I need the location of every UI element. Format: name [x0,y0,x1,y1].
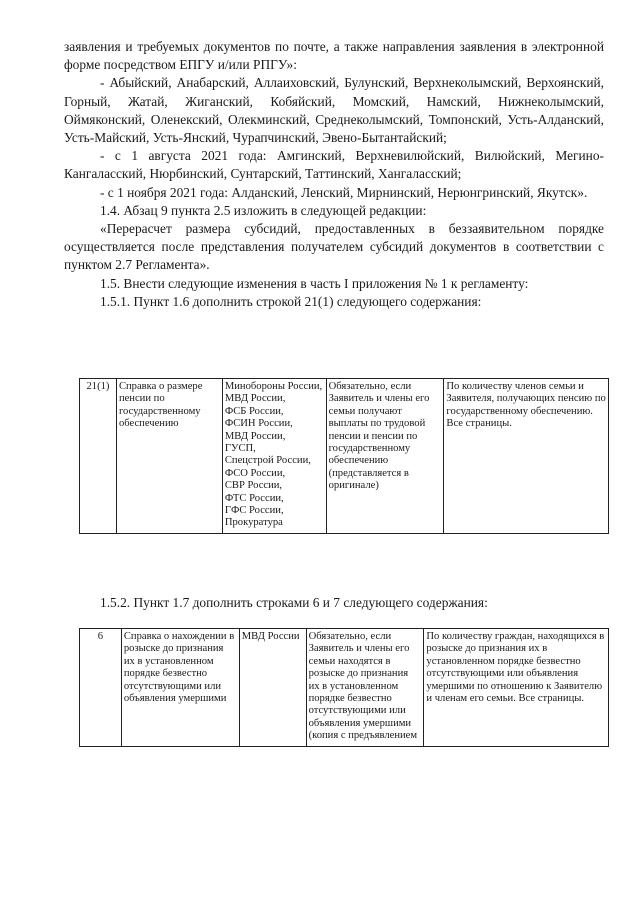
paragraph-item-1-5-2: 1.5.2. Пункт 1.7 дополнить строками 6 и 7 следующего содержания: [100,595,488,610]
row-number: 21(1) [80,379,117,534]
paragraph-item-1-4: 1.4. Абзац 9 пункта 2.5 изложить в следующей редакции: [100,202,427,218]
paragraph-continuation: заявления и требуемых документов по почте, а также направления заявления в электронной форме посредством ЕПГУ и/или РПГУ»: [64,39,604,73]
body-text-top [64,38,604,311]
body-text-middle [100,594,600,612]
issuing-authorities-cell: Минобороны России, МВД России, ФСБ России, ФСИН России, МВД России, ГУСП, Спецстрой России, ФСО России, СВР России, ФТС России, ГФС России, Прокуратура [222,379,326,534]
paragraph-quote-recalculation: «Перерасчет размера субсидий, предоставленных в беззаявительном порядке осуществляется после представления получателем субсидий документов в соответствии с пунктом 2.7 Регламента». [64,221,604,273]
paragraph-item-1-5: 1.5. Внести следующие изменения в часть I приложения № 1 к регламенту: [100,275,529,291]
row-number: 6 [80,629,122,747]
paragraph-november-2021: - с 1 ноября 2021 года: Алданский, Ленский, Мирнинский, Нерюнгринский, Якутск». [100,184,588,200]
issuing-authorities-cell: МВД России [239,629,306,747]
table-row-6 [79,628,609,747]
paragraph-item-1-5-1: 1.5.1. Пункт 1.6 дополнить строкой 21(1) следующего содержания: [100,293,482,309]
document-name-cell: Справка о размере пенсии по государственному обеспечению [116,379,222,534]
table-row [80,629,609,747]
paragraph-districts-list: - Абыйский, Анабарский, Аллаиховский, Булунский, Верхнеколымский, Верхоянский, Горный, Жатай, Жиганский, Кобяйский, Момский, Намский, Нижнеколымский, Оймяконский, Оленекский, Олекминский, Среднеколымский, Томпонский, Усть-Алданский, Усть-Майский, Усть-Янский, Чурапчинский, Эвено-Бытантайский; [64,75,604,146]
document-name-cell: Справка о нахождении в розыске до признания их в установленном порядке безвестно отсутствующими или объявления умершими [121,629,239,747]
quantity-cell: По количеству членов семьи и Заявителя, получающих пенсию по государственному обеспечению. Все страницы. [444,379,609,534]
requirement-cell: Обязательно, если Заявитель и члены его семьи получают выплаты по трудовой пенсии и пенсии по государственному обеспечению (представляется в оригинале) [326,379,444,534]
quantity-cell: По количеству граждан, находящихся в розыске до признания их в установленном порядке безвестно отсутствующими или объявления умершими по отношению к Заявителю и членам его семьи. Все страницы. [424,629,609,747]
requirement-cell: Обязательно, если Заявитель и члены его семьи находятся в розыске до признания их в установленном порядке безвестно отсутствующими или объявления умершими (копия с предъявлением [306,629,424,747]
table-row-21-1 [79,378,609,534]
table-row [80,379,609,534]
paragraph-august-2021: - с 1 августа 2021 года: Амгинский, Верхневилюйский, Вилюйский, Мегино-Кангаласский, Нюрбинский, Сунтарский, Таттинский, Хангаласский; [64,148,604,182]
